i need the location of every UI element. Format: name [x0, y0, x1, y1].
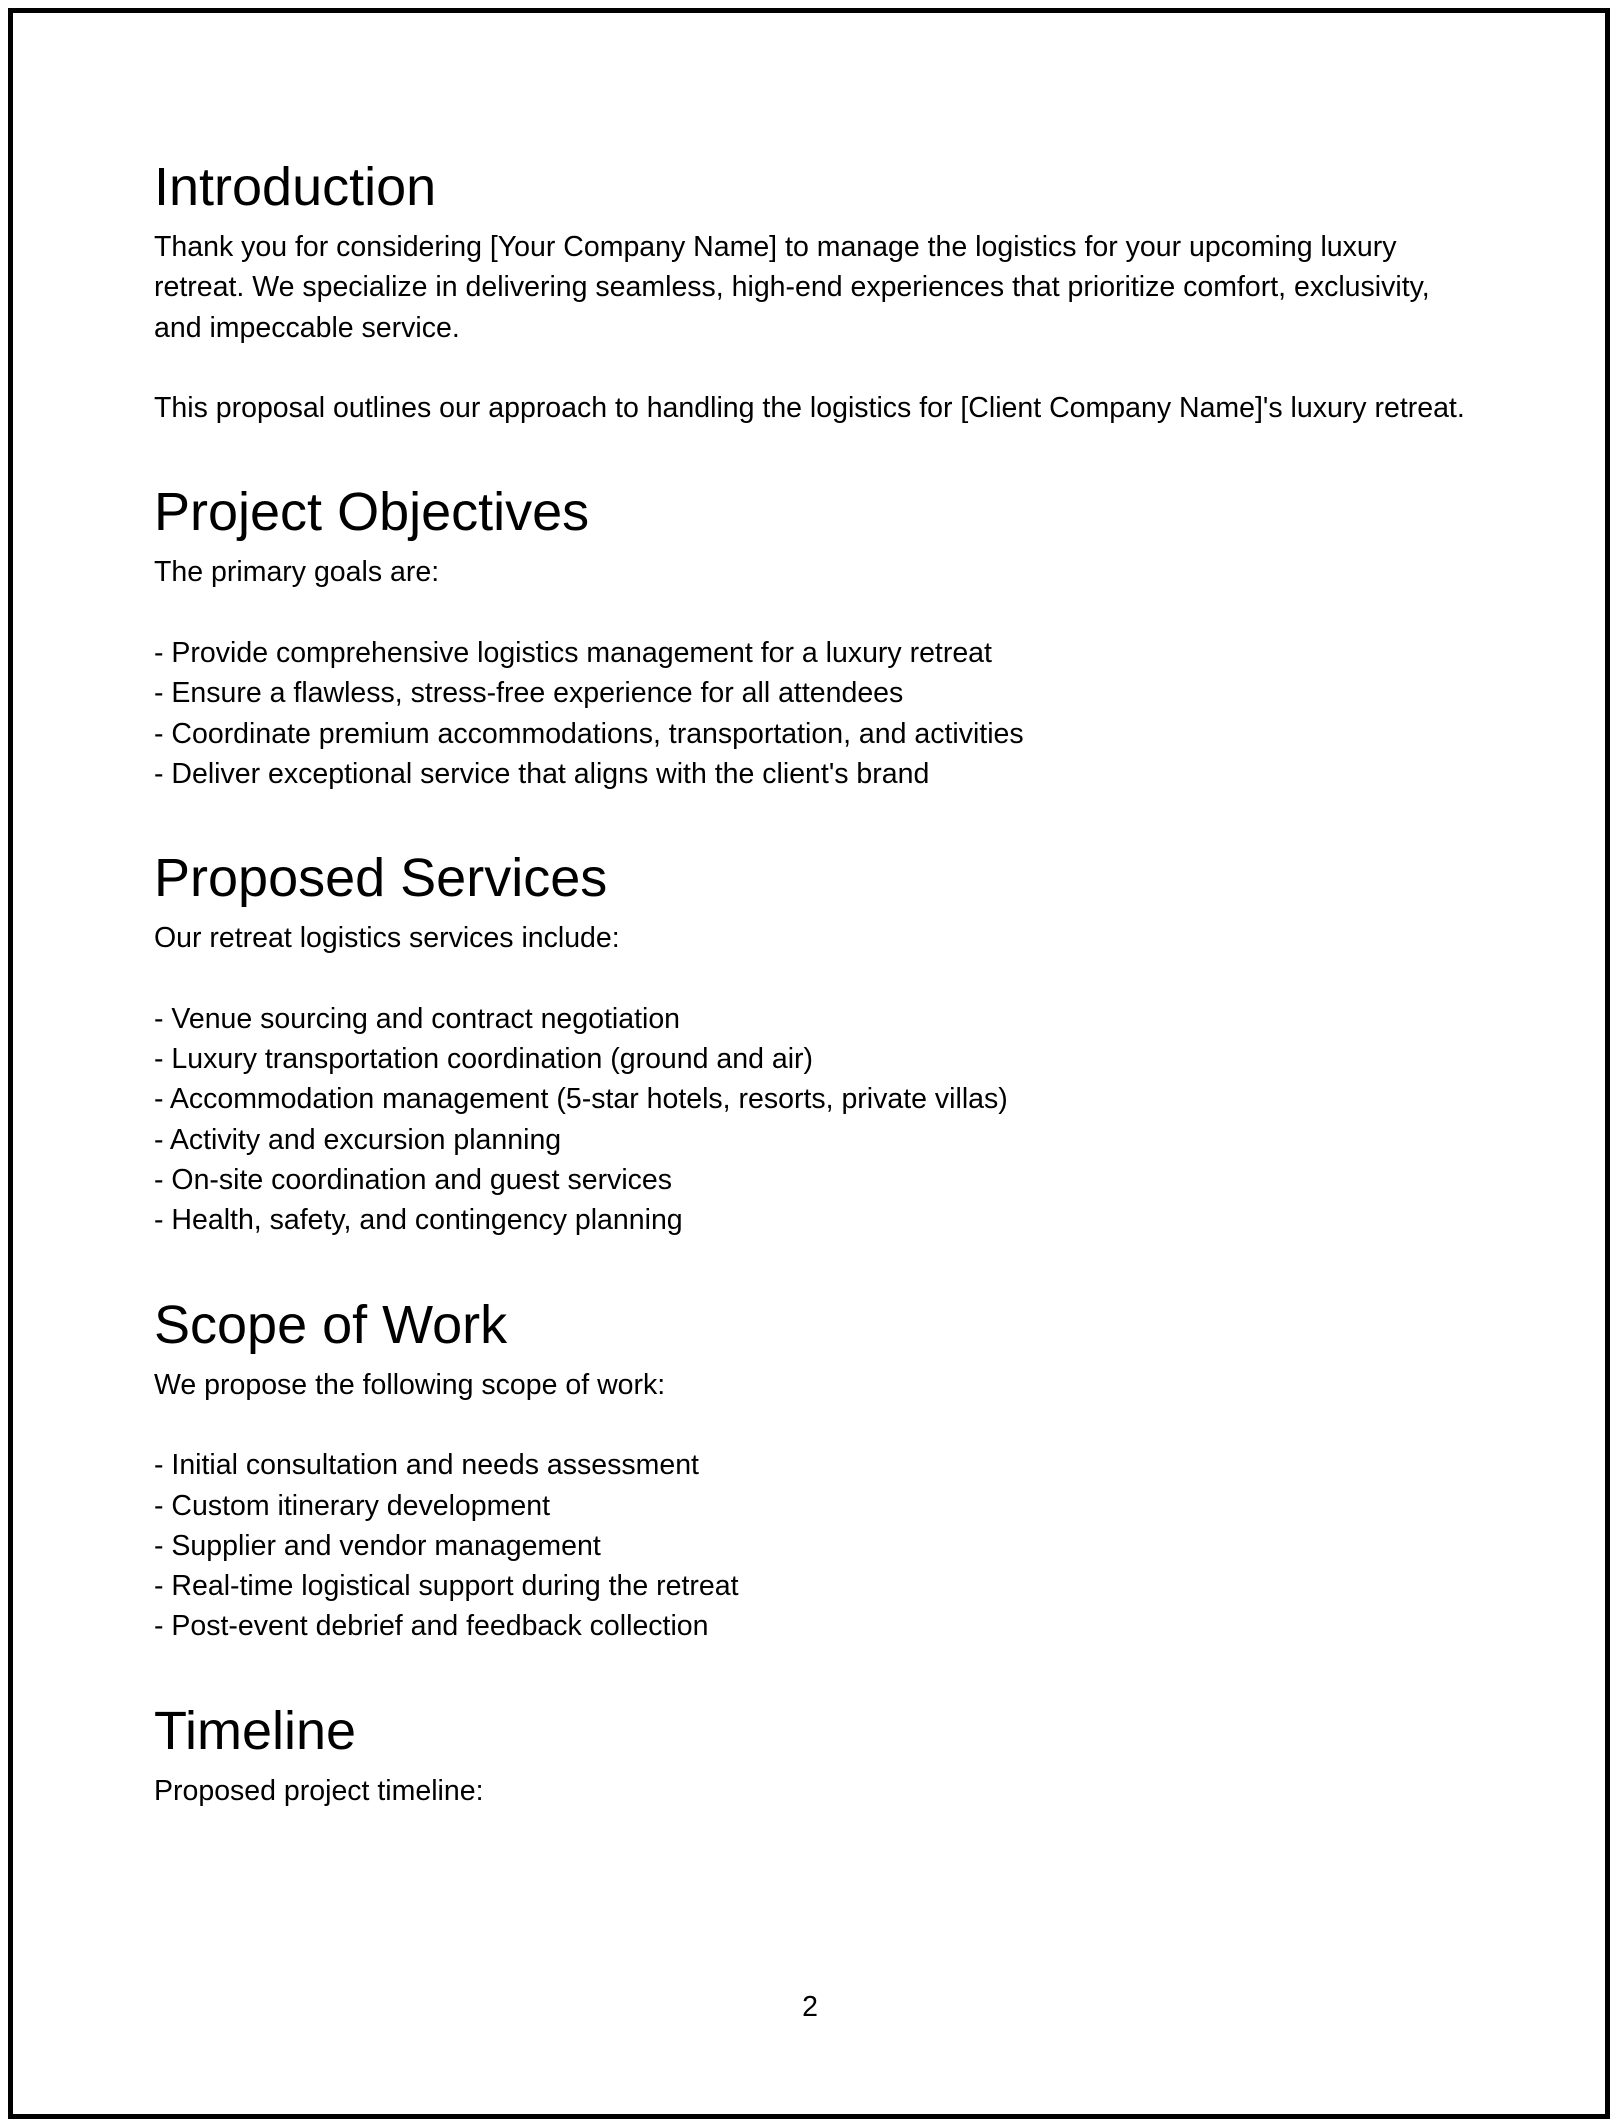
- section-intro: Proposed project timeline:: [154, 1774, 484, 1807]
- section-project-objectives: [154, 480, 1484, 794]
- section-heading: Timeline: [154, 1700, 357, 1761]
- list-item: - Real-time logistical support during the retreat: [154, 1570, 739, 1603]
- list-item: - On-site coordination and guest services: [154, 1164, 673, 1197]
- section-heading: Project Objectives: [154, 482, 590, 543]
- paragraph: Thank you for considering [Your Company Name] to manage the logistics for your upcoming luxury retreat. We specialize in delivering seamless, high-end experiences that prioritize comfort, exclusivity, and impeccable service.: [154, 231, 1430, 344]
- section-scope-of-work: [154, 1293, 1484, 1647]
- list-item: - Custom itinerary development: [154, 1489, 550, 1522]
- page-number: 2: [802, 1991, 818, 2023]
- list-item: - Health, safety, and contingency planning: [154, 1204, 683, 1237]
- section-heading: Proposed Services: [154, 848, 608, 909]
- bullet-list: [154, 633, 1484, 794]
- bullet-list: [154, 999, 1484, 1241]
- list-item: - Post-event debrief and feedback collection: [154, 1610, 709, 1643]
- list-item: - Activity and excursion planning: [154, 1123, 562, 1156]
- section-intro: The primary goals are:: [154, 556, 440, 589]
- list-item: - Deliver exceptional service that aligns with the client's brand: [154, 757, 930, 790]
- list-item: - Provide comprehensive logistics management for a luxury retreat: [154, 637, 992, 670]
- section-heading: Introduction: [154, 157, 437, 217]
- section-proposed-services: [154, 846, 1484, 1240]
- list-item: - Supplier and vendor management: [154, 1529, 601, 1562]
- bullet-list: [154, 1445, 1484, 1646]
- list-item: - Initial consultation and needs assessment: [154, 1449, 699, 1482]
- section-heading: Scope of Work: [154, 1294, 508, 1355]
- paragraph: This proposal outlines our approach to handling the logistics for [Client Company Name]'s luxury retreat.: [154, 392, 1465, 425]
- list-item: - Ensure a flawless, stress-free experience for all attendees: [154, 677, 904, 710]
- section-intro: We propose the following scope of work:: [154, 1368, 666, 1401]
- list-item: - Coordinate premium accommodations, transportation, and activities: [154, 717, 1024, 750]
- section-intro: Our retreat logistics services include:: [154, 922, 620, 955]
- list-item: - Venue sourcing and contract negotiation: [154, 1002, 681, 1035]
- list-item: - Accommodation management (5-star hotels, resorts, private villas): [154, 1083, 1008, 1116]
- section-timeline: [154, 1699, 1484, 1811]
- section-introduction: [154, 155, 1484, 428]
- list-item: - Luxury transportation coordination (ground and air): [154, 1043, 814, 1076]
- document-body: [154, 155, 1484, 1863]
